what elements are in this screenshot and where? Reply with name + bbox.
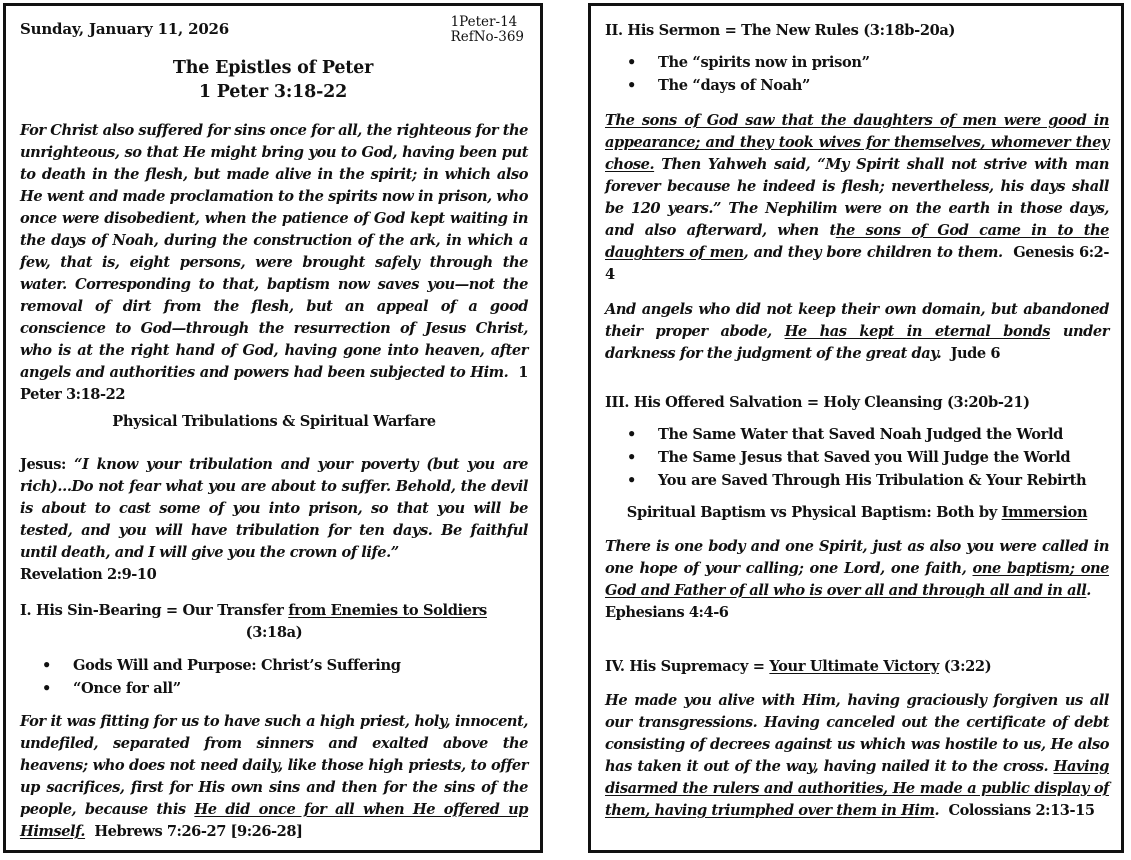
main-passage-text: For Christ also suffered for sins once for all, the righteous for the unrighteous, so that He might bring you to God, having been put to death in the flesh, but made alive in the spirit; in which also He went and made proclamation to the spirits now in prison, who once were disobedient, when the patience of God kept waiting in the days of Noah, during the construction of the ark, in which a few, that is, eight persons, were brought safely through the water. Corresponding to that, baptism now saves you—not the removal of dirt from the flesh, but an appeal of a good conscience to God—through the resurrection of Jesus Christ, who is at the right hand of God, having gone into heaven, after angels and authorities and powers had been subjected to Him. <box>20 122 528 381</box>
bullet-item: • The Same Water that Saved Noah Judged the World <box>605 423 1109 446</box>
colossians-passage <box>605 690 1109 822</box>
baptism-subheading <box>605 502 1109 524</box>
hebrews-emphasis: He did once for all when He offered up Himself. <box>20 801 529 840</box>
main-scripture-passage <box>20 120 528 406</box>
ephesians-citation: Ephesians 4:4-6 <box>605 604 729 621</box>
section-4-heading <box>605 656 1109 678</box>
ephesians-emphasis: one baptism; one God and Father of all who is over all and through all and in all <box>605 560 1109 599</box>
hebrews-passage <box>20 711 528 843</box>
section-1 <box>20 600 528 843</box>
genesis-citation: Genesis 6:2-4 <box>605 244 1109 283</box>
section-1-heading-prefix: I. His Sin-Bearing = Our Transfer <box>20 602 289 619</box>
main-passage-citation: 1 Peter 3:18-22 <box>20 364 528 403</box>
title-passage: 1 Peter 3:18-22 <box>198 82 348 102</box>
subheading-tribulations: Physical Tribulations & Spiritual Warfare <box>112 413 436 430</box>
jude-emphasis: He has kept in eternal bonds <box>784 323 1050 340</box>
bullet-item: • You are Saved Through His Tribulation & Your Rebirth <box>605 469 1109 492</box>
colossians-text: He made you alive with Him, having graciously forgiven us all our transgressions. Having canceled out the certificate of debt consisting of decrees against us which was hostile to us, He also has taken it out of the way, having nailed it to the cross. <box>605 692 1109 775</box>
left-page <box>3 3 543 853</box>
section-1-heading-emphasis: from Enemies to Soldiers <box>288 602 487 619</box>
section-2-bullets <box>605 51 1109 97</box>
quote-citation: Revelation 2:9-10 <box>20 566 157 583</box>
bullet-item: • The “days of Noah” <box>605 74 1109 97</box>
jude-text-end: under darkness for the judgment of the great day. <box>605 323 1109 362</box>
section-4-heading-emphasis: Your Ultimate Victory <box>769 658 939 675</box>
genesis-text-end: , and they bore children to them. <box>743 244 1003 261</box>
hebrews-citation: Hebrews 7:26-27 [9:26-28] <box>94 823 303 840</box>
revelation-quote: Jesus: “I know your tribulation and your poverty (but you are rich)…Do not fear what you are about to suffer. Behold, the devil is about to cast some of you into prison, so that you will be tested, and you will have tribulation for ten days. Be faithful until death, and I will give you the crown of life.” Revelation 2:9-10 <box>20 456 528 583</box>
section-4-heading-prefix: IV. His Supremacy = <box>605 658 770 675</box>
sermon-date: Sunday, January 11, 2026 <box>20 20 230 38</box>
colossians-text-end: . <box>934 802 940 819</box>
colossians-citation: Colossians 2:13-15 <box>948 802 1095 819</box>
page-title <box>6 56 540 104</box>
ephesians-passage <box>605 536 1109 624</box>
jude-text: And angels who did not keep their own domain, but abandoned their proper abode, <box>605 301 1109 340</box>
section-3-heading: III. His Offered Salvation = Holy Cleansing (3:20b-21) <box>605 394 1030 411</box>
hebrews-text: For it was fitting for us to have such a high priest, holy, innocent, undefiled, separated from sinners and exalted above the heavens; who does not need daily, like those high priests, to offer up sacrifices, first for His own sins and then for the sins of the people, because this <box>20 713 528 818</box>
bullet-item: • The Same Jesus that Saved you Will Judge the World <box>605 446 1109 469</box>
quote-text: “I know your tribulation and your poverty (but you are rich)…Do not fear what you are about to suffer. Behold, the devil is about to cast some of you into prison, so that you will be tested, and you will have tribulation for ten days. Be faithful until death, and I will give you the crown of life.” <box>20 456 528 561</box>
section-4-heading-suffix: (3:22) <box>939 658 992 675</box>
section-3 <box>605 392 1109 624</box>
colossians-emphasis: Having disarmed the rulers and authorities, He made a public display of them, having triumphed over them in Him <box>605 758 1109 819</box>
baptism-subheading-prefix: Spiritual Baptism vs Physical Baptism: Both by <box>626 504 1002 521</box>
reference-code <box>451 15 524 45</box>
genesis-text: Then Yahweh said, “My Spirit shall not strive with man forever because he indeed is flesh; nevertheless, his days shall be 120 years.” The Nephilim were on the earth in those days, and also afterward, when t <box>605 156 1109 239</box>
series-code: 1Peter-14 <box>450 14 518 30</box>
section-1-bullets <box>20 654 528 700</box>
section-2 <box>605 20 1109 365</box>
quote-speaker: Jesus <box>20 456 61 473</box>
section-1-heading <box>20 600 528 622</box>
section-3-bullets <box>605 423 1109 492</box>
ephesians-text-end: . <box>1086 582 1091 599</box>
section-1-ref: (3:18a) <box>245 624 303 641</box>
genesis-passage <box>605 110 1109 286</box>
jude-citation: Jude 6 <box>950 345 1001 362</box>
genesis-emphasis-2: he sons of God came in to the daughters of men <box>605 222 1109 261</box>
bullet-item: • The “spirits now in prison” <box>605 51 1109 74</box>
section-4 <box>605 656 1109 822</box>
title-series: The Epistles of Peter <box>172 58 374 78</box>
section-2-heading: II. His Sermon = The New Rules (3:18b-20a) <box>605 22 956 39</box>
bullet-item: • Gods Will and Purpose: Christ’s Suffering <box>20 654 528 677</box>
genesis-emphasis-1: The sons of God saw that the daughters of men were good in appearance; and they took wives for themselves, whomever they chose. <box>605 112 1109 173</box>
right-page <box>588 3 1124 853</box>
bullet-item: • “Once for all” <box>20 677 528 700</box>
baptism-subheading-emphasis: Immersion <box>1001 504 1088 521</box>
ephesians-text: There is one body and one Spirit, just as also you were called in one hope of your calling; one Lord, one faith, <box>605 538 1109 577</box>
jude-passage <box>605 299 1109 365</box>
ref-number: RefNo-369 <box>450 29 524 45</box>
